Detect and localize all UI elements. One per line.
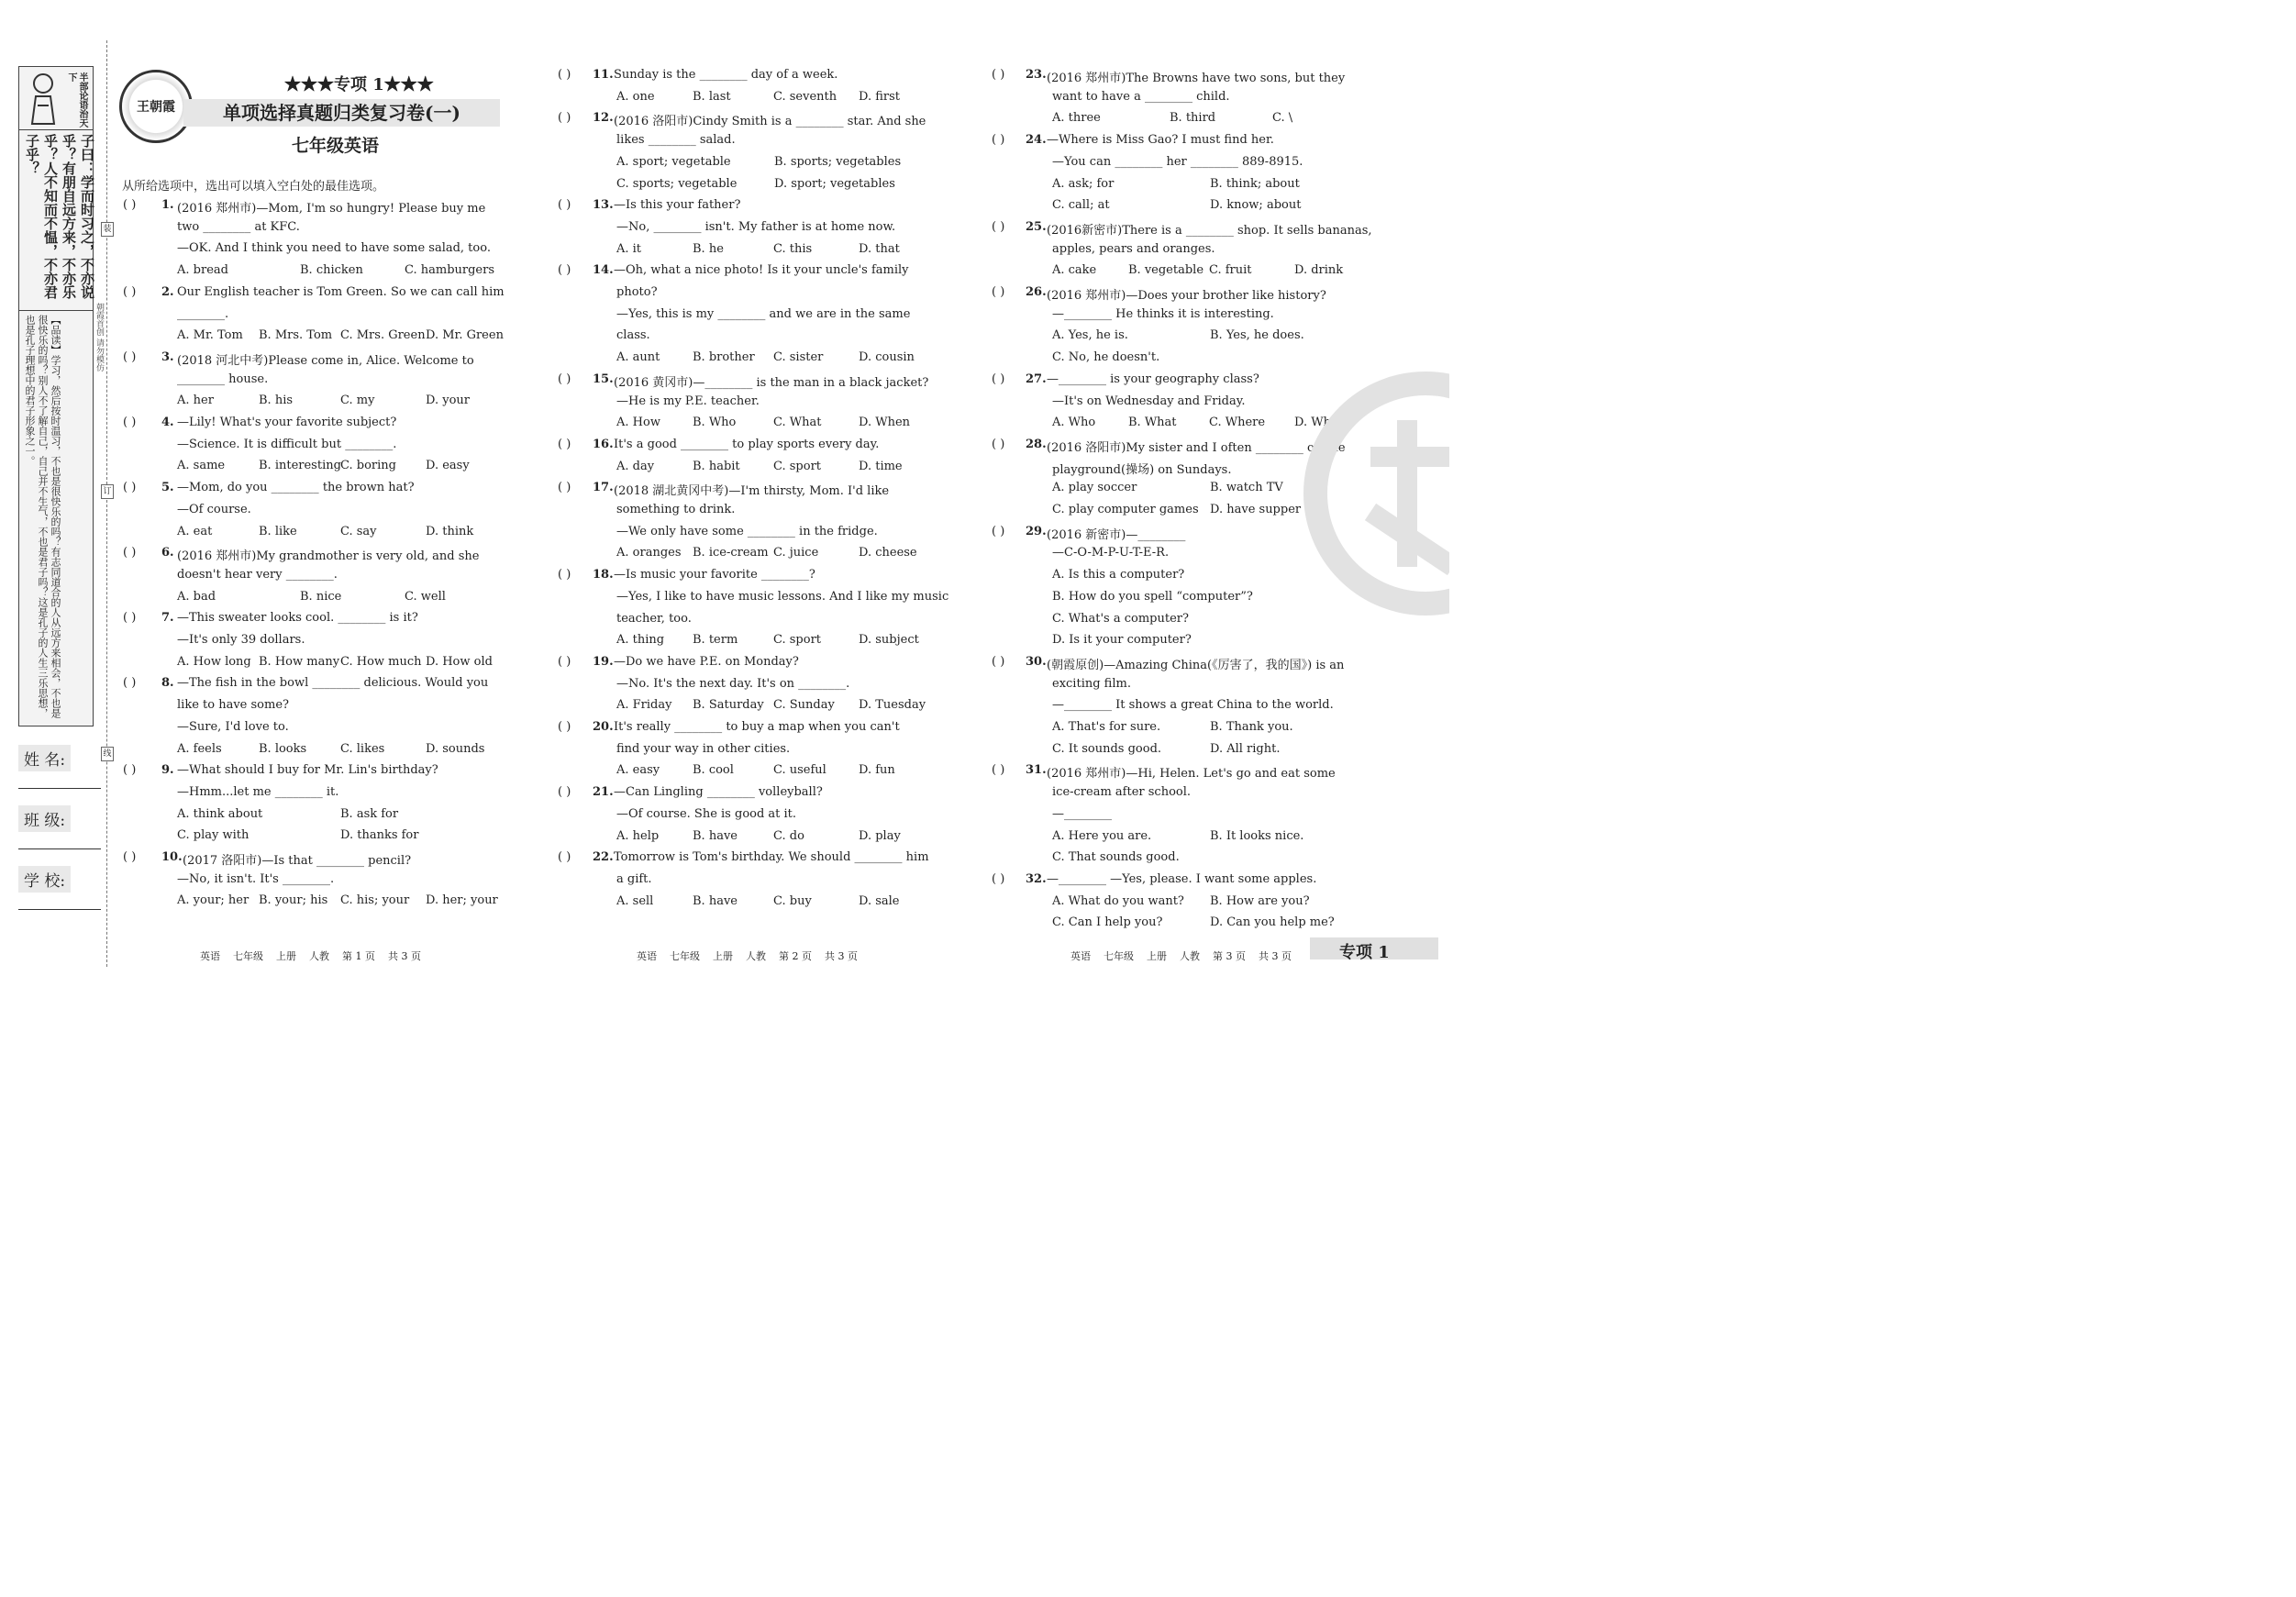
question-text: —Is music your favorite ________? [614, 568, 815, 582]
answer-option[interactable]: A. help [616, 828, 660, 843]
question-text: —No. It's the next day. It's on ________. [616, 676, 850, 691]
answer-option[interactable]: A. one [616, 89, 655, 104]
question-text: It's really ________ to buy a map when you can't [614, 720, 900, 734]
answer-option[interactable]: D. first [859, 89, 901, 104]
copyright-notice: 朝霞首创 请勿模仿 [94, 303, 104, 372]
answer-option[interactable]: C. Where [1209, 416, 1266, 430]
answer-option[interactable]: A. day [616, 459, 655, 473]
answer-option[interactable]: D. easy [426, 459, 470, 473]
question-text: (2016 郑州市)My grandmother is very old, and she [177, 549, 480, 564]
answer-option[interactable]: D. her; your [426, 893, 498, 908]
answer-option[interactable]: B. How do you spell “computer”? [1052, 589, 1253, 604]
answer-option[interactable]: A. feels [177, 741, 222, 756]
question-text: (2016 洛阳市)Cindy Smith is a ________ star. And she [614, 115, 926, 129]
answer-option[interactable]: B. have [693, 828, 738, 843]
question-text: —It's only 39 dollars. [177, 633, 305, 647]
answer-option[interactable]: A. How [616, 416, 660, 430]
answer-option[interactable]: A. it [616, 241, 642, 256]
question-text: want to have a ________ child. [1052, 89, 1230, 104]
answer-blank[interactable]: ( ) [558, 654, 571, 669]
question-text: —This sweater looks cool. ________ is it? [177, 611, 418, 626]
answer-option[interactable]: A. eat [177, 524, 213, 538]
question-text: ________ house. [177, 372, 269, 386]
answer-option[interactable]: A. What do you want? [1052, 893, 1184, 908]
question-text: Our English teacher is Tom Green. So we can call him [177, 284, 505, 299]
corner-tag: 专项 1 [1339, 943, 1390, 962]
question-text: find your way in other cities. [616, 741, 791, 756]
binding-mark-1: 装 [101, 222, 114, 237]
answer-blank[interactable]: ( ) [992, 763, 1005, 778]
answer-blank[interactable]: ( ) [123, 349, 137, 364]
question-text: likes ________ salad. [616, 133, 736, 148]
answer-option[interactable]: C. How much [340, 654, 422, 669]
question-text: doesn't hear very ________. [177, 567, 338, 582]
answer-option[interactable]: C. useful [773, 763, 826, 778]
answer-option[interactable]: A. easy [616, 763, 660, 778]
class-line[interactable] [18, 848, 101, 849]
answer-option[interactable]: A. sport; vegetable [616, 154, 731, 169]
binding-line [106, 40, 107, 967]
answer-option[interactable]: A. Yes, he is. [1052, 328, 1128, 343]
question-number: 19. [593, 654, 614, 669]
answer-option[interactable]: B. ice-cream [693, 546, 769, 560]
answer-option[interactable]: D. drink [1294, 263, 1344, 278]
answer-option[interactable]: C. sister [773, 350, 824, 365]
answer-option[interactable]: A. That's for sure. [1052, 720, 1161, 734]
answer-blank[interactable]: ( ) [558, 68, 571, 82]
answer-option[interactable]: C. Can I help you? [1052, 915, 1163, 930]
answer-option[interactable]: B. cool [693, 763, 734, 778]
question-text: —It's on Wednesday and Friday. [1052, 394, 1246, 408]
footer-page-3: 英语 七年级 上册 人教 第 3 页 共 3 页 [1070, 950, 1292, 962]
brand-logo: 王朝霞 [119, 70, 193, 143]
answer-option[interactable]: D. have supper [1210, 503, 1302, 516]
answer-option[interactable]: D. sport; vegetables [774, 176, 895, 191]
answer-option[interactable]: B. How many [259, 654, 340, 669]
answer-option[interactable]: D. Mr. Green [426, 328, 504, 343]
page-title: 单项选择真题归类复习卷(一) [183, 99, 500, 127]
answer-option[interactable]: C. Mrs. Green [340, 328, 426, 343]
question-text: —Yes, this is my ________ and we are in the same [616, 306, 911, 321]
answer-option[interactable]: B. Who [693, 416, 737, 430]
answer-blank[interactable]: ( ) [992, 219, 1005, 234]
question-number: 30. [1026, 654, 1047, 669]
sidebar [18, 66, 94, 726]
answer-option[interactable]: B. looks [259, 741, 307, 756]
question-text: —Oh, what a nice photo! Is it your uncle's family [614, 263, 909, 278]
answer-option[interactable]: D. cheese [859, 546, 917, 560]
answer-option[interactable]: A. think about [177, 806, 263, 821]
answer-option[interactable]: B. watch TV [1210, 481, 1283, 495]
question-text: (朝霞原创)—Amazing China(《厉害了，我的国》) is an [1047, 658, 1345, 672]
sidebar-note: 【品读】学习，然后按时温习，不也是很快乐的吗？有志同道合的人从远方来相会，不也是很快乐的吗？别人不了解自己，自己并不生气，不也是君子吗？这是孔子的人生三乐思想，也是孔子理想中的君子形象之一。 [18, 311, 94, 726]
answer-option[interactable]: B. Saturday [693, 698, 764, 713]
footer-page-1: 英语 七年级 上册 人教 第 1 页 共 3 页 [200, 950, 421, 962]
question-number: 4. [161, 416, 174, 429]
question-number: 15. [593, 372, 614, 386]
answer-blank[interactable]: ( ) [558, 263, 571, 278]
answer-option[interactable]: A. Is this a computer? [1052, 568, 1185, 582]
answer-option[interactable]: A. cake [1052, 263, 1097, 278]
answer-option[interactable]: A. her [177, 394, 214, 408]
confucius-figure-icon [25, 71, 61, 126]
question-number: 18. [593, 568, 614, 582]
answer-option[interactable]: C. sport [773, 633, 822, 648]
question-text: —Of course. She is good at it. [616, 806, 797, 821]
name-label: 姓 名: [18, 745, 71, 771]
question-text: (2016 新密市)—________ [1047, 527, 1186, 542]
answer-blank[interactable]: ( ) [992, 437, 1005, 451]
question-text: —The fish in the bowl ________ delicious. Would you [177, 676, 489, 691]
answer-option[interactable]: C. sports; vegetable [616, 176, 738, 191]
answer-option[interactable]: B. chicken [300, 263, 363, 278]
answer-option[interactable]: B. sports; vegetables [774, 154, 902, 169]
answer-option[interactable]: D. subject [859, 633, 919, 648]
question-text: (2017 洛阳市)—Is that ________ pencil? [183, 854, 412, 868]
answer-option[interactable]: D. sounds [426, 741, 485, 756]
answer-option[interactable]: A. aunt [616, 350, 660, 365]
question-text: (2016 洛阳市)My sister and I often ________ on the [1047, 440, 1346, 455]
answer-option[interactable]: A. ask; for [1052, 176, 1115, 191]
answer-option[interactable]: C. play computer games [1052, 503, 1199, 516]
footer-page-2: 英语 七年级 上册 人教 第 2 页 共 3 页 [637, 950, 858, 962]
answer-option[interactable]: A. play soccer [1052, 481, 1137, 495]
question-number: 8. [161, 676, 174, 691]
answer-option[interactable]: C. hamburgers [405, 263, 495, 278]
question-text: exciting film. [1052, 676, 1131, 691]
answer-blank[interactable]: ( ) [992, 524, 1005, 538]
question-number: 9. [161, 763, 174, 778]
answer-option[interactable]: D. Is it your computer? [1052, 633, 1192, 648]
answer-option[interactable]: A. your; her [177, 893, 250, 908]
answer-option[interactable]: D. know; about [1210, 198, 1302, 213]
answer-blank[interactable]: ( ) [123, 416, 137, 429]
answer-option[interactable]: B. have [693, 893, 738, 908]
answer-option[interactable]: A. bad [177, 589, 216, 604]
answer-option[interactable]: D. When [1294, 416, 1347, 430]
question-text: (2016 郑州市)—Hi, Helen. Let's go and eat some [1047, 767, 1336, 782]
question-text: —C-O-M-P-U-T-E-R. [1052, 546, 1170, 560]
question-text: (2016 郑州市)The Browns have two sons, but they [1047, 72, 1346, 85]
answer-blank[interactable]: ( ) [558, 720, 571, 734]
answer-blank[interactable]: ( ) [558, 568, 571, 582]
answer-option[interactable]: A. three [1052, 111, 1101, 126]
answer-blank[interactable]: ( ) [992, 654, 1005, 669]
answer-blank[interactable]: ( ) [123, 198, 137, 212]
answer-option[interactable]: C. No, he doesn't. [1052, 350, 1160, 365]
question-text: —Do we have P.E. on Monday? [614, 654, 799, 669]
question-text: photo? [616, 285, 658, 299]
answer-blank[interactable]: ( ) [558, 785, 571, 800]
answer-blank[interactable]: ( ) [123, 481, 137, 495]
question-text: —He is my P.E. teacher. [616, 394, 760, 408]
question-text: —Sure, I'd love to. [177, 719, 289, 734]
answer-option[interactable]: C. do [773, 828, 804, 843]
sidebar-emblem [18, 66, 94, 130]
answer-option[interactable]: C. What [773, 416, 822, 430]
answer-option[interactable]: B. Mrs. Tom [259, 328, 333, 343]
answer-option[interactable]: C. seventh [773, 89, 837, 104]
question-text: ice-cream after school. [1052, 785, 1192, 800]
answer-option[interactable]: C. It sounds good. [1052, 741, 1162, 756]
answer-option[interactable]: D. play [859, 828, 901, 843]
question-text: —Of course. [177, 502, 251, 516]
question-number: 31. [1026, 763, 1047, 778]
answer-option[interactable]: C. \ [1272, 111, 1293, 126]
name-field[interactable] [18, 745, 101, 805]
answer-option[interactable]: D. cousin [859, 350, 915, 365]
question-text: —Is this your father? [614, 198, 741, 213]
instruction: 从所给选项中，选出可以填入空白处的最佳选项。 [122, 180, 385, 194]
answer-option[interactable]: D. that [859, 241, 900, 256]
answer-blank[interactable]: ( ) [992, 133, 1005, 148]
answer-blank[interactable]: ( ) [123, 611, 137, 626]
answer-blank[interactable]: ( ) [558, 111, 571, 126]
question-number: 3. [161, 349, 174, 364]
answer-option[interactable]: C. call; at [1052, 198, 1110, 213]
answer-option[interactable]: D. fun [859, 763, 895, 778]
question-text: apples, pears and oranges. [1052, 241, 1215, 256]
answer-option[interactable]: C. fruit [1209, 263, 1252, 278]
answer-option[interactable]: A. Friday [616, 698, 672, 713]
question-number: 1. [161, 198, 174, 212]
answer-option[interactable]: A. Who [1052, 416, 1096, 430]
question-number: 6. [161, 546, 174, 560]
question-number: 17. [593, 481, 614, 495]
question-number: 20. [593, 720, 614, 734]
answer-option[interactable]: B. What [1128, 416, 1177, 430]
class-field[interactable] [18, 805, 101, 866]
answer-option[interactable]: D. How old [426, 654, 493, 669]
question-text: —No, it isn't. It's ________. [177, 871, 335, 886]
question-text: It's a good ________ to play sports every day. [614, 437, 880, 451]
secret-stamp-icon [1270, 365, 1449, 637]
question-number: 11. [593, 68, 614, 82]
answer-blank[interactable]: ( ) [123, 850, 137, 864]
answer-blank[interactable]: ( ) [992, 372, 1005, 386]
question-text: —You can ________ her ________ 889-8915. [1052, 154, 1303, 169]
page-subtitle: 七年级英语 [292, 136, 380, 156]
question-number: 14. [593, 263, 614, 278]
question-text: —________ He thinks it is interesting. [1052, 306, 1274, 321]
question-number: 13. [593, 198, 614, 213]
sidebar-quote: 子曰：学而时习之，不亦说乎？有朋自远方来，不亦乐乎？人不知而不愠，不亦君子乎？ [18, 130, 94, 311]
answer-option[interactable]: D. your [426, 394, 470, 408]
answer-option[interactable]: B. nice [300, 589, 342, 604]
answer-option[interactable]: C. my [340, 394, 375, 408]
answer-blank[interactable]: ( ) [558, 437, 571, 451]
answer-option[interactable]: B. ask for [340, 806, 399, 821]
answer-option[interactable]: B. last [693, 89, 731, 104]
question-text: —________ [1052, 806, 1112, 821]
answer-blank[interactable]: ( ) [558, 198, 571, 213]
answer-option[interactable]: C. his; your [340, 893, 410, 908]
answer-option[interactable]: A. sell [616, 893, 654, 908]
question-text: playground(操场) on Sundays. [1052, 462, 1232, 477]
school-field[interactable] [18, 866, 101, 926]
question-text: (2016 郑州市)—Mom, I'm so hungry! Please buy me [177, 202, 486, 216]
question-text: ________. [177, 306, 229, 321]
answer-option[interactable]: A. thing [616, 633, 665, 648]
question-text: —________ —Yes, please. I want some apples. [1047, 871, 1317, 886]
sidebar-top-label: 半部论语治天下 [66, 72, 87, 128]
binding-mark-2: 订 [101, 484, 114, 499]
student-info [18, 745, 101, 926]
question-text: (2016 郑州市)—Does your brother like history? [1047, 289, 1326, 303]
answer-option[interactable]: A. oranges [616, 546, 682, 560]
question-number: 32. [1026, 871, 1047, 886]
question-number: 10. [161, 850, 183, 864]
question-text: —What should I buy for Mr. Lin's birthday? [177, 763, 438, 778]
answer-option[interactable]: A. bread [177, 263, 228, 278]
question-number: 29. [1026, 524, 1047, 538]
question-text: class. [616, 328, 650, 343]
question-number: 25. [1026, 219, 1047, 234]
answer-option[interactable]: C. Sunday [773, 698, 835, 713]
question-text: —We only have some ________ in the fridge. [616, 524, 878, 538]
answer-option[interactable]: B. brother [693, 350, 755, 365]
answer-option[interactable]: D. time [859, 459, 903, 473]
answer-option[interactable]: C. That sounds good. [1052, 850, 1180, 865]
question-text: (2016新密市)There is a ________ shop. It sells bananas, [1047, 223, 1372, 238]
answer-option[interactable]: C. buy [773, 893, 812, 908]
answer-blank[interactable]: ( ) [123, 676, 137, 691]
answer-option[interactable]: B. like [259, 524, 297, 538]
question-number: 26. [1026, 285, 1047, 299]
answer-option[interactable]: B. third [1170, 111, 1216, 126]
question-number: 27. [1026, 372, 1047, 386]
question-text: —Yes, I like to have music lessons. And I like my music [616, 589, 949, 604]
answer-option[interactable]: C. boring [340, 459, 396, 473]
school-line[interactable] [18, 909, 101, 910]
answer-blank[interactable]: ( ) [992, 68, 1005, 82]
answer-blank[interactable]: ( ) [992, 871, 1005, 886]
question-number: 16. [593, 437, 614, 451]
question-text: —________ It shows a great China to the world. [1052, 698, 1334, 713]
question-number: 2. [161, 284, 174, 299]
answer-option[interactable]: C. this [773, 241, 813, 256]
answer-blank[interactable]: ( ) [123, 284, 137, 299]
question-number: 7. [161, 611, 174, 626]
question-text: teacher, too. [616, 611, 692, 626]
class-label: 班 级: [18, 805, 71, 832]
answer-option[interactable]: C. say [340, 524, 377, 538]
question-number: 21. [593, 785, 614, 800]
answer-option[interactable]: B. It looks nice. [1210, 828, 1304, 843]
answer-option[interactable]: C. well [405, 589, 446, 604]
question-text: something to drink. [616, 503, 736, 516]
answer-option[interactable]: C. play with [177, 828, 250, 843]
answer-option[interactable]: C. sport [773, 459, 822, 473]
answer-blank[interactable]: ( ) [558, 850, 571, 865]
question-text: —Where is Miss Gao? I must find her. [1047, 133, 1274, 148]
answer-option[interactable]: B. he [693, 241, 724, 256]
question-text: —No, ________ isn't. My father is at home now. [616, 219, 896, 234]
answer-option[interactable]: C. What's a computer? [1052, 611, 1189, 626]
question-text: (2018 河北中考)Please come in, Alice. Welcome to [177, 353, 474, 368]
question-text: —Mom, do you ________ the brown hat? [177, 481, 415, 495]
question-text: —Hmm...let me ________ it. [177, 784, 339, 799]
answer-option[interactable]: B. Thank you. [1210, 720, 1293, 734]
question-number: 28. [1026, 437, 1047, 451]
question-text: —Science. It is difficult but ________. [177, 437, 397, 451]
answer-option[interactable]: B. Yes, he does. [1210, 328, 1304, 343]
answer-option[interactable]: B. term [693, 633, 738, 648]
answer-option[interactable]: B. How are you? [1210, 893, 1310, 908]
question-text: a gift. [616, 871, 652, 886]
question-number: 5. [161, 481, 174, 495]
question-text: (2016 黄冈市)—________ is the man in a black jacket? [614, 375, 929, 390]
question-text: Tomorrow is Tom's birthday. We should ________ him [614, 850, 929, 865]
binding-mark-3: 线 [101, 747, 114, 761]
question-text: Sunday is the ________ day of a week. [614, 68, 838, 82]
answer-option[interactable]: D. sale [859, 893, 900, 908]
question-text: —Can Lingling ________ volleyball? [614, 785, 823, 800]
answer-option[interactable]: A. Mr. Tom [177, 328, 243, 343]
question-text: two ________ at KFC. [177, 219, 300, 234]
answer-option[interactable]: D. All right. [1210, 741, 1281, 756]
answer-option[interactable]: B. his [259, 394, 294, 408]
answer-option[interactable]: D. When [859, 416, 911, 430]
answer-option[interactable]: A. same [177, 459, 226, 473]
question-number: 23. [1026, 68, 1047, 82]
answer-blank[interactable]: ( ) [558, 481, 571, 495]
answer-blank[interactable]: ( ) [558, 372, 571, 386]
answer-option[interactable]: A. How long [177, 654, 251, 669]
answer-option[interactable]: A. Here you are. [1052, 828, 1152, 843]
answer-option[interactable]: B. vegetable [1128, 263, 1204, 278]
answer-option[interactable]: D. thanks for [340, 828, 419, 843]
question-text: like to have some? [177, 698, 289, 713]
answer-option[interactable]: B. habit [693, 459, 740, 473]
answer-option[interactable]: C. juice [773, 546, 819, 560]
answer-blank[interactable]: ( ) [123, 546, 137, 560]
question-text: —OK. And I think you need to have some salad, too. [177, 241, 491, 256]
answer-option[interactable]: B. your; his [259, 893, 328, 908]
answer-option[interactable]: D. Can you help me? [1210, 915, 1335, 930]
question-number: 22. [593, 850, 614, 865]
question-text: (2018 湖北黄冈中考)—I'm thirsty, Mom. I'd like [614, 484, 890, 499]
answer-option[interactable]: B. interesting [259, 459, 341, 473]
series-label: ★★★专项 1★★★ [284, 75, 434, 94]
question-number: 24. [1026, 133, 1047, 148]
answer-option[interactable]: C. likes [340, 741, 385, 756]
question-text: —________ is your geography class? [1047, 372, 1259, 386]
question-text: —Lily! What's your favorite subject? [177, 416, 397, 429]
question-number: 12. [593, 111, 614, 126]
answer-blank[interactable]: ( ) [123, 763, 137, 778]
answer-option[interactable]: D. Tuesday [859, 698, 926, 713]
school-label: 学 校: [18, 866, 71, 893]
name-line[interactable] [18, 788, 101, 789]
answer-option[interactable]: B. think; about [1210, 176, 1300, 191]
answer-blank[interactable]: ( ) [992, 285, 1005, 299]
answer-option[interactable]: D. think [426, 524, 474, 538]
